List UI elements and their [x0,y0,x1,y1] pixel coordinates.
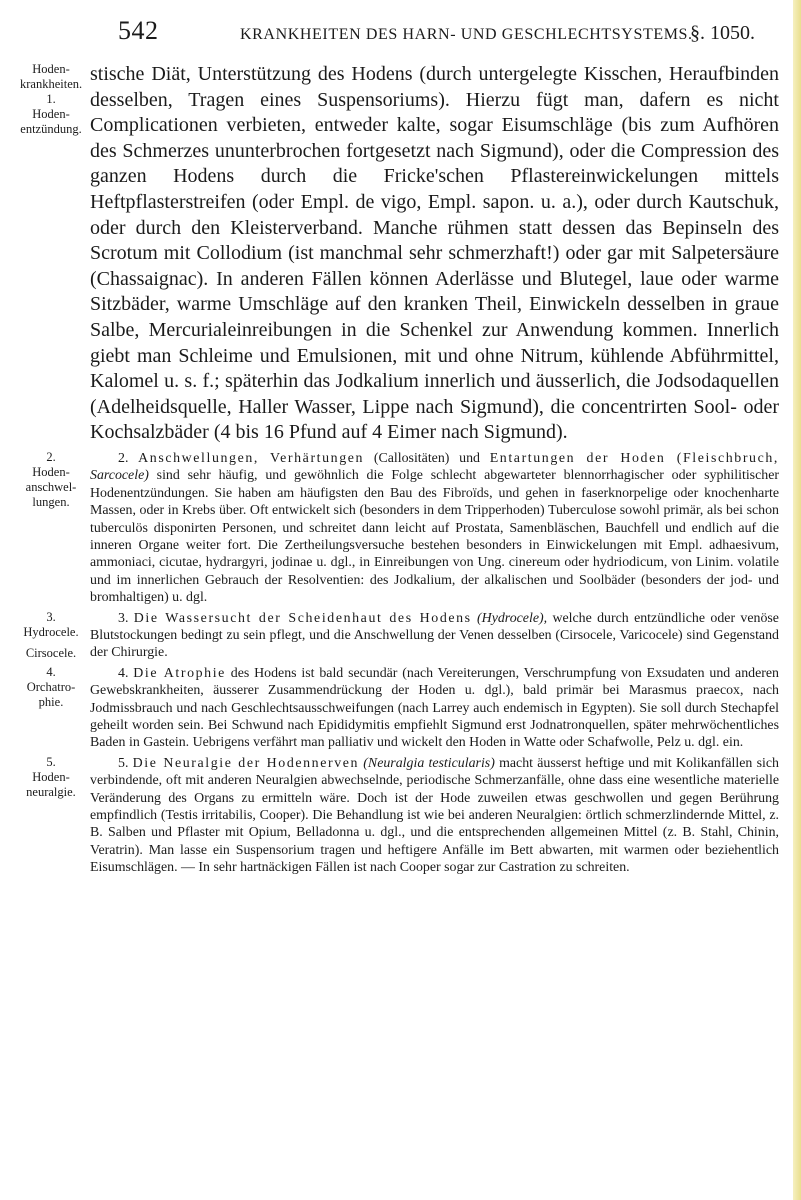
section-heading: Anschwellungen, Verhärtungen [138,450,365,466]
margin-line: 4. [46,664,56,679]
paragraph-treatment: stische Diät, Unterstützung des Hodens (durch untergelegte Kisschen, Heraufbinden desselben, Tragen eines Suspensoriums). Hierzu fügt man, dafern es nicht Complicationen verbieten, entweder kalte, sogar Eisumschläge (bis zum Aufhören des Schmerzes ununterbrochen fortgesetzt nach Sigmund), oder die Compression des ganzen Hodens durch die Fricke'schen Pflastereinwickelungen mittels Heftpflasterstreifen (oder Empl. de vigo, Empl. sapon. u. a.), oder durch Kautschuk, oder durch den Kleisterverband. Manche rühmen statt dessen das Bepinseln des Scrotum mit Collodium (ist manchmal sehr schmerzhaft!) oder gar mit Salpetersäure (Chassaignac). In anderen Fällen können Aderlässe und Blutegel, laue oder warme Sitzbäder, warme Umschläge auf den kranken Theil, Einwickeln desselben in graue Salbe, Mercurialeinreibungen in die Schenkel zur Anwendung kommen. Innerlich giebt man Schleime und Emulsionen, mit und ohne Nitrum, kühlende Abführmittel, Kalomel u. s. f.; späterhin das Jodkalium innerlich und äusserlich, die Jodsodaquellen (Adelheidsquelle, Haller Wasser, Lippe nach Sigmund), die concentrirten Sool- oder Kochsalzbäder (4 bis 16 Pfund auf 4 Eimer nach Sigmund). [90,63,779,444]
section-heading: Die Atrophie [133,665,226,681]
heading-italic-term: (Neuralgia testicularis) [363,755,495,771]
margin-line: Hoden- [32,769,70,784]
margin-line: Cirsocele. [25,645,77,660]
section-body: welche durch entzündliche oder venöse Blutstockungen bedingt zu sein pflegt, und die Anschwellung der Venen desselben (Cirsocele, Varicocele) sind Gegenstand der Chirurgie. [90,610,779,661]
margin-line: Hoden- [32,464,70,479]
margin-line: 1. [46,92,56,106]
section-reference: §. 1050. [690,22,755,44]
section-body: macht äusserst heftige und mit Kolikanfällen sich verbindende, oft mit anderen Neuralgien abwechselnde, periodische Schmerzanfälle, ohne dass eine wesentliche materielle Veränderung des Organs zu ermitteln wäre. Doch ist der Hode zuweilen etwas geschwollen und gegen Berührung empfindlich (Testis irritabilis, Cooper). Die Behandlung ist wie bei anderen Neuralgien: örtlich schmerzlindernde Mittel, z. B. Salben und Pflaster mit Opium, Belladonna u. dgl., und die entsprechenden allgemeinen Mittel (z. B. Stahl, Chinin, Veratrin). Man lasse ein Suspensorium tragen und heftigere Anfälle im Bett abwarten, mit warmen oder beziehentlich Eisumschlägen. — In sehr hartnäckigen Fällen ist nach Cooper sogar zur Castration zu schreiten. [90,755,779,876]
section-anschwellungen [20,450,779,607]
margin-line: Hoden- [32,107,70,121]
page-edge-strip [793,0,801,1200]
page-body [20,62,779,1186]
margin-line: krankheiten. [20,77,83,91]
paragraph-anschwellungen [90,450,779,607]
margin-note [20,450,82,607]
margin-line: 5. [46,754,56,769]
margin-note [20,62,82,446]
heading-italic-term: (Hydrocele), [477,610,548,626]
margin-line: neuralgie. [26,784,76,799]
heading-italic-term: Sarcocele) [90,468,149,484]
margin-line: Hydrocele. [23,624,79,639]
section-number: 4. [118,665,129,681]
running-title: KRANKHEITEN DES HARN- UND GESCHLECHTSYSTEMS. [240,26,693,43]
margin-note [20,665,82,752]
section-heading: Die Neuralgie der Hodennerven [132,755,360,771]
margin-line: Orchatro- [26,679,76,694]
margin-line: phie. [38,694,64,709]
paragraph-neuralgie [90,755,779,877]
page-number: 542 [118,16,159,45]
section-number: 3. [118,610,129,626]
margin-line: 2. [46,449,56,464]
section-number: 2. [118,450,129,466]
paragraph-atrophie [90,665,779,752]
margin-line: entzündung. [20,122,82,136]
section-atrophie [20,665,779,752]
page-header [22,16,779,52]
heading-parenthetical: (Callositäten) und [373,450,480,466]
section-body: des Hodens ist bald secundär (nach Vereiterungen, Verschrumpfung von Exsudaten und anderen Gewebskrankheiten, äusserer Zusammendrückung der Hoden u. dgl.), bald primär bei Marasmus praecox, nach Jodmissbrauch und nach Geschlechtsausschweifungen (nach Larrey auch endemisch in Egypten). Sie soll durch Stechapfel geheilt worden sein. Bei Schwund nach Epididymitis empfiehlt Sigmund erst Jodnatronquellen, später mehrwöchentliches Baden in Gastein. Uebrigens verfährt man palliativ und wickelt den Hoden in Watte oder Schafwolle, Pelz u. dgl. ein. [90,665,779,751]
paragraph-hydrocele [90,610,779,662]
margin-line: 3. [46,609,56,624]
section-hodenentzuendung [20,62,779,446]
section-neuralgie [20,755,779,877]
margin-note [20,755,82,877]
margin-line: anschwel- [25,479,77,494]
margin-note [20,610,82,662]
section-heading: Die Wassersucht der Scheidenhaut des Hodens [133,610,472,626]
section-hydrocele [20,610,779,662]
section-body: sind sehr häufig, und gewöhnlich die Folge schlecht abgewarteter blennorrhagischer oder syphilitischer Hodenentzündungen. Sie haben am häufigsten den Bau des Fibroïds, und gehen in faserknorpelige oder knochenharte Massen, oder in Krebs über. Oft entwickelt sich (besonders in dem Tripperhoden) Tuberculose sowohl primär, als bei schon tuberculös disponirten Personen, und schreitet dann leicht auf Prostata, Samenbläschen, Bauchfell und endlich auf die inneren Organe weiter fort. Die Zertheilungsversuche bestehen besonders in Einwickelungen mit Empl. adhaesivum, ammoniaci, cicutae, hydrargyri, jodinae u. dgl., in Einreibungen von Ung. cinereum oder hydriodicum, von Linim. volatile und im innerlichen Gebrauch der Resolventien: des Jodkalium, der alkalischen und Soolbäder (besonders der jod- und bromhaltigen) u. dgl. [90,468,779,606]
section-heading-continued: Entartungen der Hoden (Fleischbruch, [489,450,779,466]
margin-line: lungen. [32,494,70,509]
margin-line: Hoden- [32,62,70,76]
section-number: 5. [118,755,129,771]
